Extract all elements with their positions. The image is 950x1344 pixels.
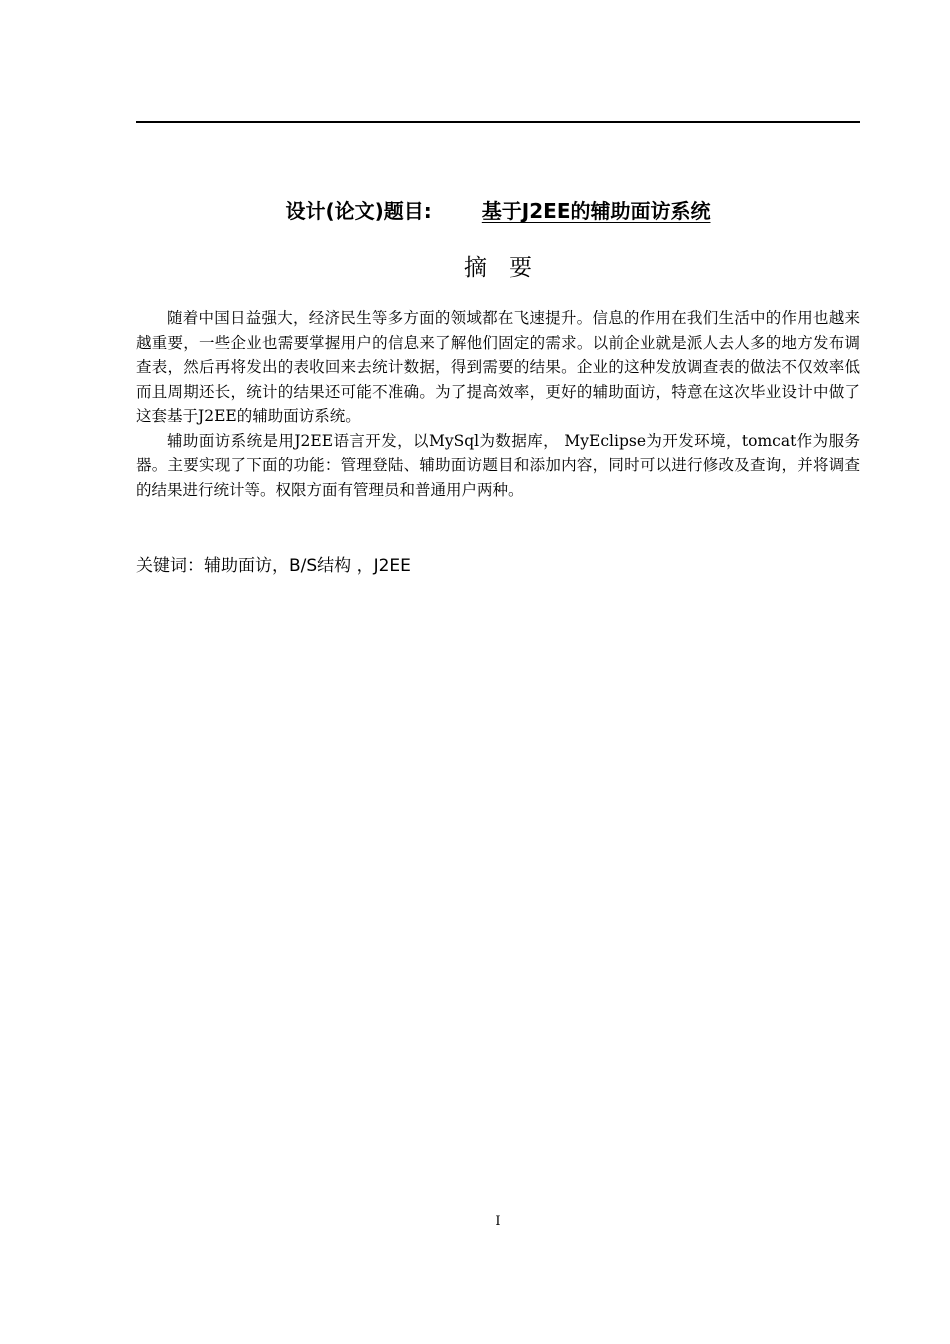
- thesis-title-line: [136, 196, 860, 226]
- thesis-title-text: 基于J2EE的辅助面访系统: [481, 199, 711, 223]
- page-number: I: [495, 1214, 501, 1229]
- abstract-paragraph-1: 随着中国日益强大，经济民生等多方面的领域都在飞速提升。信息的作用在我们生活中的作用也越来越重要，一些企业也需要掌握用户的信息来了解他们固定的需求。以前企业就是派人去人多的地方发布调查表，然后再将发出的表收回来去统计数据，得到需要的结果。企业的这种发放调查表的做法不仅效率低而且周期还长，统计的结果还可能不准确。为了提高效率，更好的辅助面访，特意在这次毕业设计中做了这套基于J2EE的辅助面访系统。: [136, 309, 860, 425]
- thesis-title-label: 设计(论文)题目:: [285, 199, 432, 223]
- keywords-line: 关键词：辅助面访，B/S结构 ，J2EE: [136, 556, 411, 576]
- header-rule: [136, 121, 860, 123]
- abstract-heading: 摘要: [464, 255, 554, 281]
- abstract-paragraph-2: 辅助面访系统是用J2EE语言开发，以MySql为数据库， MyEclipse为开发环境，tomcat作为服务器。主要实现了下面的功能：管理登陆、辅助面访题目和添加内容，同时可以进行修改及查询，并将调查的结果进行统计等。权限方面有管理员和普通用户两种。: [136, 431, 860, 499]
- abstract-body: [136, 306, 860, 502]
